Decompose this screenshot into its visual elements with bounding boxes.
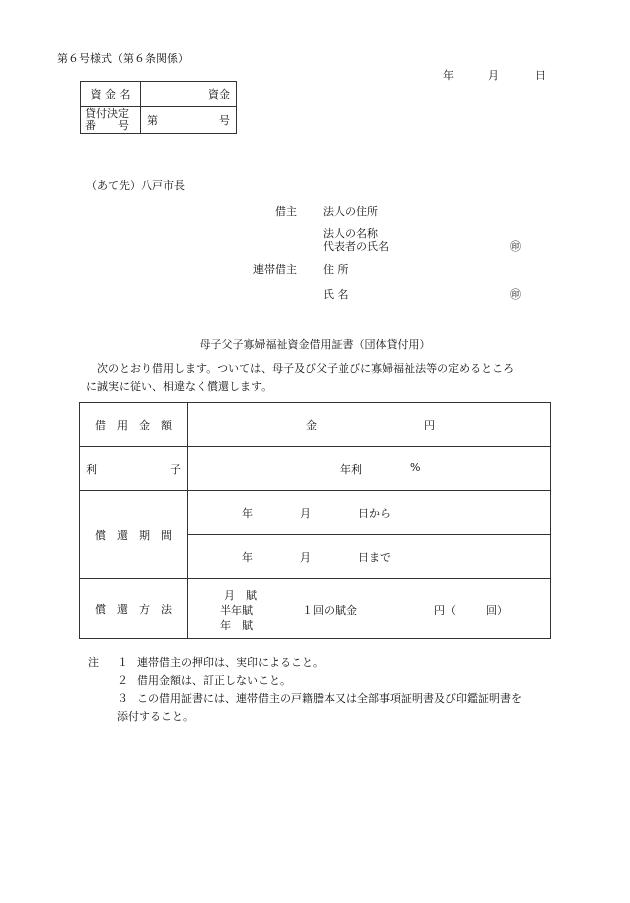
- fund-name-suffix: 資金: [208, 88, 230, 101]
- notes-prefix: 注: [88, 656, 99, 669]
- amount-label: 借 用 金 額: [80, 403, 188, 447]
- period-from-field[interactable]: [188, 491, 551, 535]
- note-2-num: ２: [117, 674, 128, 687]
- guarantor-address-label: 住 所: [323, 263, 349, 276]
- amount-suffix: 円: [424, 419, 435, 432]
- interest-label-b: 子: [170, 462, 181, 476]
- note-3-cont: 添付すること。: [117, 710, 194, 723]
- note-3-num: ３: [117, 692, 128, 705]
- body-line-1: 次のとおり借用します。ついては、母子及び父子並びに寡婦福祉法等の定めるところ: [97, 362, 515, 375]
- note-2-text: 借用金額は、訂正しないこと。: [137, 674, 291, 687]
- decision-label-line1: 貸付決定: [85, 107, 129, 120]
- guarantor-label: 連帯借主: [253, 263, 297, 276]
- interest-value: 年利: [340, 463, 362, 476]
- installment-label: １回の賦金: [302, 604, 357, 617]
- interest-field[interactable]: [188, 447, 551, 491]
- method-label: 償 還 方 法: [80, 579, 188, 639]
- fund-name-field[interactable]: [141, 82, 237, 107]
- date-year: 年: [443, 69, 454, 82]
- decision-label-line2: 番 号: [85, 119, 129, 132]
- guarantor-name-label: 氏 名: [323, 288, 349, 301]
- period-from-day: 日から: [358, 507, 391, 520]
- guarantor-seal-icon: ㊞: [510, 288, 521, 301]
- loan-details-table: [79, 402, 551, 639]
- note-3-text: この借用証書には、連帯借主の戸籍謄本又は全部事項証明書及び印鑑証明書を: [137, 692, 522, 705]
- interest-label-a: 利: [86, 462, 97, 476]
- period-to-year: 年: [242, 551, 253, 564]
- method-option-annual: 年 賦: [220, 619, 253, 632]
- borrower-seal-icon: ㊞: [510, 240, 521, 253]
- method-field[interactable]: [188, 579, 551, 639]
- amount-prefix: 金: [306, 419, 317, 432]
- period-label: 償 還 期 間: [80, 491, 188, 579]
- fund-info-table: [80, 81, 237, 134]
- borrower-name-label: 法人の名称: [323, 227, 378, 240]
- decision-number-label: [81, 107, 141, 134]
- period-from-month: 月: [300, 507, 311, 520]
- borrower-label: 借主: [275, 205, 297, 218]
- form-number: 第６号様式（第６条関係）: [57, 52, 189, 65]
- period-to-day: 日まで: [358, 551, 391, 564]
- installment-times: 回）: [486, 604, 508, 617]
- note-1-text: 連帯借主の押印は、実印によること。: [137, 656, 324, 669]
- method-option-monthly: 月 賦: [224, 589, 257, 602]
- note-1-num: １: [117, 656, 128, 669]
- period-from-year: 年: [242, 507, 253, 520]
- date-day: 日: [535, 69, 546, 82]
- decision-prefix: 第: [147, 114, 158, 127]
- amount-field[interactable]: [188, 403, 551, 447]
- document-title: 母子父子寡婦福祉資金借用証書（団体貸付用）: [199, 338, 431, 351]
- decision-suffix: 号: [219, 114, 230, 127]
- decision-number-field[interactable]: [141, 107, 237, 134]
- period-to-field[interactable]: [188, 535, 551, 579]
- period-to-month: 月: [300, 551, 311, 564]
- method-option-semiannual: 半年賦: [220, 604, 253, 617]
- borrower-rep-label: 代表者の氏名: [323, 240, 389, 253]
- body-line-2: に誠実に従い、相違なく償還します。: [86, 380, 273, 393]
- fund-name-label: 資 金 名: [81, 82, 141, 107]
- date-month: 月: [488, 69, 499, 82]
- addressee: （あて先）八戸市長: [86, 179, 185, 192]
- installment-yen: 円（: [434, 604, 456, 617]
- borrower-address-label: 法人の住所: [323, 205, 378, 218]
- interest-unit: %: [410, 461, 421, 474]
- interest-label: [80, 447, 188, 491]
